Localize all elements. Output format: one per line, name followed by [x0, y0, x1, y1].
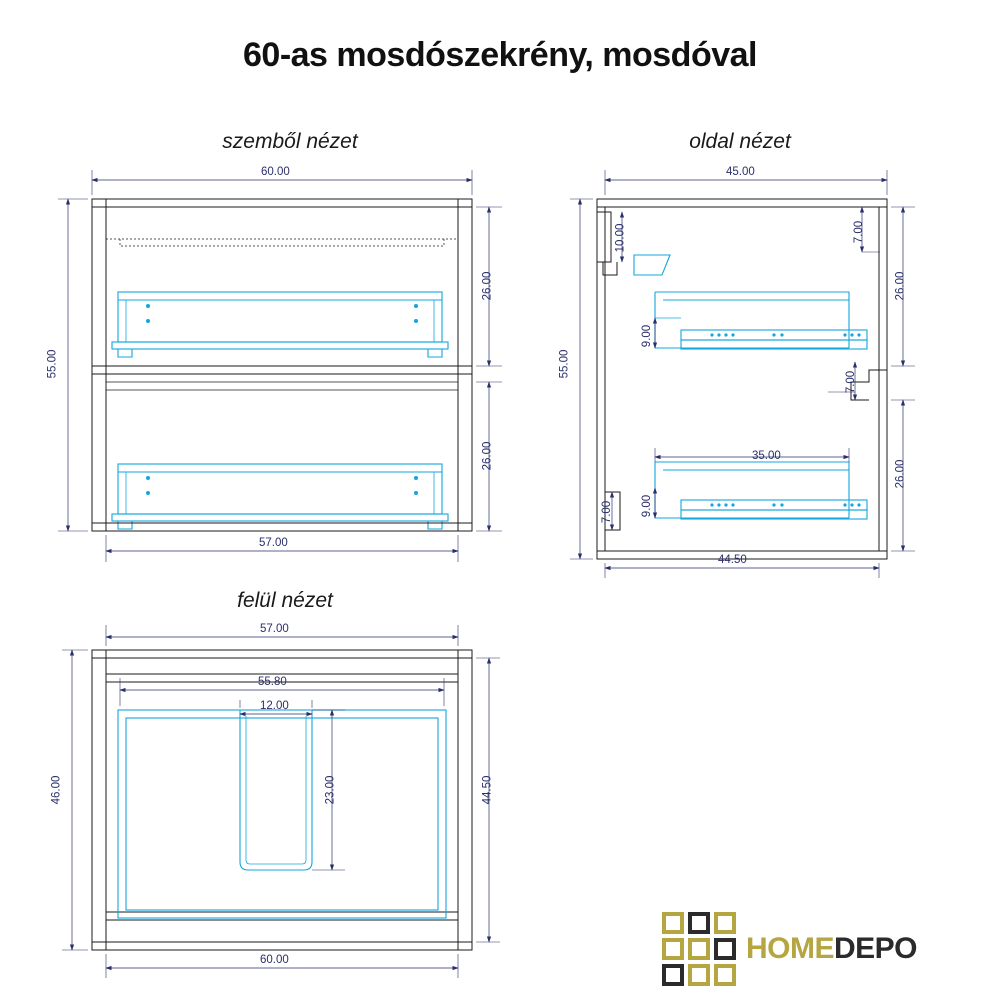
- dim-side-mid-offset: 7.00: [845, 370, 858, 394]
- dim-side-bottom-offset-left: 7.00: [601, 500, 614, 524]
- logo-word-depo: DEPO: [834, 932, 918, 965]
- top-view-geometry: [92, 650, 472, 950]
- logo-cell: [662, 912, 684, 934]
- front-view-geometry: [92, 199, 472, 531]
- dim-side-upper-box: 26.00: [894, 271, 907, 301]
- dim-front-top-width: 60.00: [261, 166, 290, 178]
- dim-side-top-depth: 45.00: [726, 166, 755, 178]
- view-label-front: szemből nézet: [222, 130, 358, 153]
- view-label-side: oldal nézet: [689, 130, 791, 153]
- logo-cell: [714, 938, 736, 960]
- dim-top-inner-width: 57.00: [260, 623, 289, 635]
- logo-cell: [688, 938, 710, 960]
- dim-top-sink-width: 55.80: [258, 676, 287, 688]
- logo-cell: [662, 964, 684, 986]
- dim-top-cutout-width: 12.00: [260, 700, 289, 712]
- view-label-top: felül nézet: [237, 589, 333, 612]
- logo-wordmark: [746, 934, 917, 964]
- page-title: 60-as mosdószekrény, mosdóval: [243, 36, 757, 74]
- logo-cell: [714, 964, 736, 986]
- dim-front-lower-drawer: 26.00: [481, 441, 494, 471]
- dim-side-total-height: 55.00: [558, 349, 571, 379]
- dim-side-slide-offset-lower: 9.00: [641, 494, 654, 518]
- homedepo-logo: [662, 912, 917, 986]
- dim-top-outer-depth: 46.00: [50, 775, 63, 805]
- dim-top-inner-depth: 44.50: [481, 775, 494, 805]
- dim-side-top-offset: 10.00: [614, 223, 627, 253]
- dim-side-bottom-depth: 44.50: [718, 554, 747, 566]
- logo-cell: [688, 912, 710, 934]
- logo-cell: [688, 964, 710, 986]
- logo-cell: [714, 912, 736, 934]
- logo-word-home: HOME: [746, 932, 834, 965]
- dim-side-slide-offset-upper: 9.00: [641, 324, 654, 348]
- dim-front-total-height: 55.00: [46, 349, 59, 379]
- dim-side-lower-box: 26.00: [894, 459, 907, 489]
- dim-top-cutout-height: 23.00: [324, 775, 337, 805]
- dim-side-right-offset-top: 7.00: [853, 220, 866, 244]
- dim-front-upper-drawer: 26.00: [481, 271, 494, 301]
- logo-grid-icon: [662, 912, 736, 986]
- dim-front-bottom-width: 57.00: [259, 537, 288, 549]
- dim-top-outer-width: 60.00: [260, 954, 289, 966]
- dim-side-rail-length: 35.00: [752, 450, 781, 462]
- logo-cell: [662, 938, 684, 960]
